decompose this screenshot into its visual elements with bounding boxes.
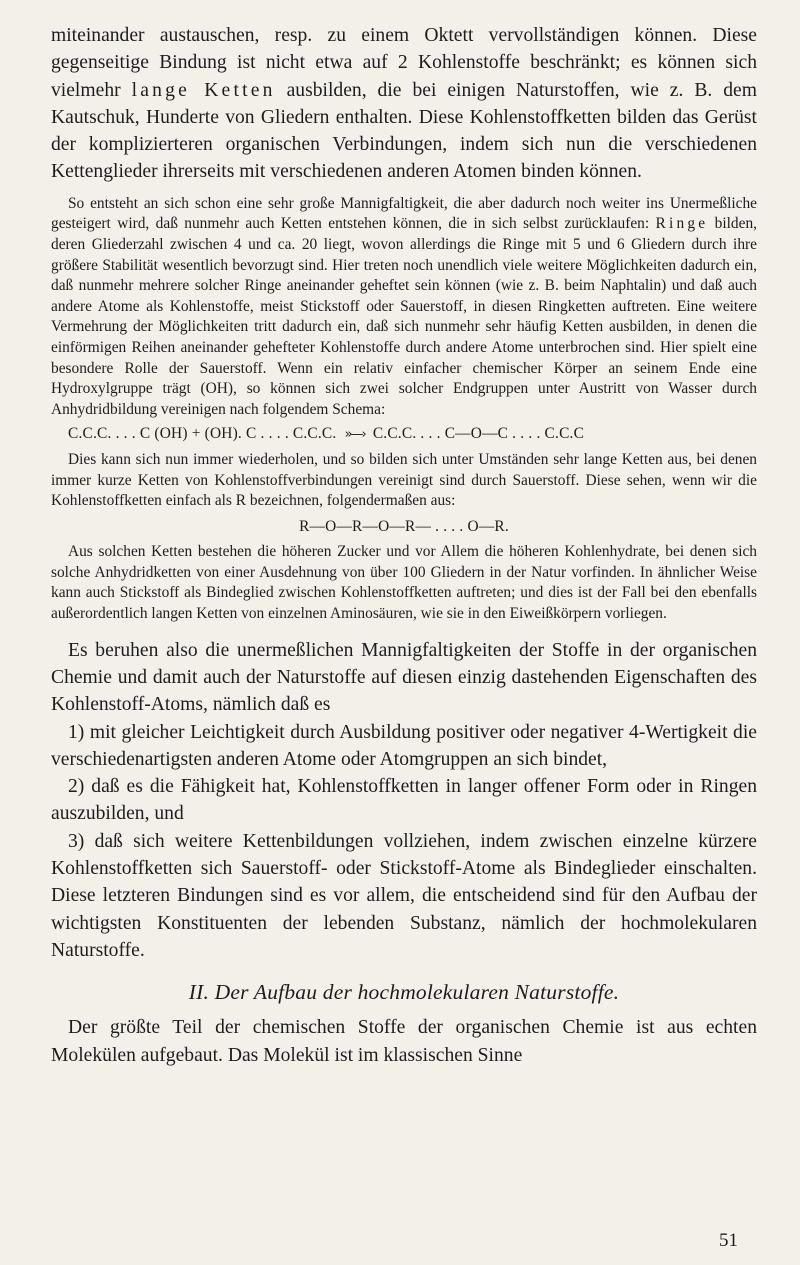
list-item-1: 1) mit gleicher Leichtigkeit durch Ausbildung positiver oder negativer 4-Wertigkeit die verschiedenartigsten anderen Atome oder Atomgruppen an sich bindet, xyxy=(51,721,757,770)
paragraph-rings xyxy=(51,194,757,421)
list-item-2: 2) daß es die Fähigkeit hat, Kohlenstoffketten in langer offener Form oder in Ringen auszubilden, und xyxy=(51,776,757,825)
paragraph-carbohydrates: Aus solchen Ketten bestehen die höheren Zucker und vor Allem die höheren Kohlenhydrate, bei denen sich solche Anhydridketten von einer Ausdehnung von über 100 Gliedern in der Natur vorfinden. In ähnlicher Weise kann auch Stickstoff als Bindeglied zwischen Kohlenstoffketten auftreten; und dies ist der Fall bei den ebenfalls außerordentlich langen Ketten von einzelnen Aminosäuren, wie sie in den Eiweißkörpern vorliegen. xyxy=(51,543,757,623)
formula-anhydride xyxy=(51,424,757,446)
formula-left: C.C.C. . . . C (OH) + (OH). C . . . . C.C.C. xyxy=(68,425,337,443)
page-body xyxy=(51,22,757,1069)
text-run: ausbilden, die bei einigen Naturstoffen, wie z. B. dem Kautschuk, Hunderte von Gliedern enthalten. Diese Kohlenstoffketten bilden das Gerüst der komplizierteren organischen Verbindungen, indem sich nun die verschiedenen Kettenglieder ihrerseits mit verschiedenen anderen Atomen binden können. xyxy=(51,79,757,183)
text-run: miteinander austauschen, resp. zu einem Oktett vervollständigen können. Diese gegenseitige Bindung ist nicht etwa auf 2 Kohlenstoffe beschränkt; es können sich vielmehr xyxy=(51,25,757,101)
emphasis-ringe: Ringe xyxy=(655,215,709,233)
paragraph-molecules: Der größte Teil der chemischen Stoffe der organischen Chemie ist aus echten Molekülen aufgebaut. Das Molekül ist im klassischen Sinne xyxy=(51,1017,757,1066)
formula-chain: R—O—R—O—R— . . . . O—R. xyxy=(299,517,509,535)
formula-right: C.C.C. . . . C—O—C . . . . C.C.C xyxy=(372,425,585,443)
page-number: 51 xyxy=(719,1230,738,1251)
paragraph-summary: Es beruhen also die unermeßlichen Mannigfaltigkeiten der Stoffe in der organischen Chemie und damit auch der Naturstoffe auf diesen einzig dastehenden Eigenschaften des Kohlenstoff-Atoms, nämlich daß es xyxy=(51,639,757,716)
reaction-arrow-icon: »—› xyxy=(344,427,365,443)
text-run: bilden, deren Gliederzahl zwischen 4 und ca. 20 liegt, wovon allerdings die Ringe mit 5 und 6 Gliedern durch ihre größere Stabilität wesentlich bevorzugt sind. Hier treten noch unendlich viele weitere Möglichkeiten dadurch ein, daß nunmehr mehrere solcher Ringe aneinander geheftet sein können (wie z. B. beim Naphtalin) und daß auch andere Atome als Kohlenstoffe, meist Stickstoff oder Sauerstoff, in diesen Ringketten auftreten. Eine weitere Vermehrung der Möglichkeiten tritt dadurch ein, daß sich nunmehr sehr häufig Ketten ausbilden, in denen die einförmigen Reihen aneinander gehefteter Kohlenstoffe durch andere Atome unterbrochen sind. Hier spielt eine besondere Rolle der Sauerstoff. Wenn ein relativ einfacher chemischer Körper an seinem Ende eine Hydroxylgruppe trägt (OH), so können sich zwei solcher Endgruppen unter Austritt von Wasser durch Anhydridbildung vereinigen nach folgendem Schema: xyxy=(51,215,757,418)
paragraph-repeat: Dies kann sich nun immer wiederholen, und so bilden sich unter Umständen sehr lange Ketten aus, bei denen immer kurze Ketten von Kohlenstoffverbindungen vereinigt sind durch Sauerstoff. Diese sehen, wenn wir die Kohlenstoffketten einfach als R bezeichnen, folgendermaßen aus: xyxy=(51,450,757,510)
section-heading: II. Der Aufbau der hochmolekularen Naturstoffe. xyxy=(188,980,620,1005)
emphasis-lange-ketten: lange Ketten xyxy=(131,79,276,101)
paragraph-intro xyxy=(51,22,757,186)
list-item-3: 3) daß sich weitere Kettenbildungen vollziehen, indem zwischen einzelne kürzere Kohlenstoffketten sich Sauerstoff- oder Stickstoff-Atome als Bindeglieder einschalten. Diese letzteren Bindungen sind es vor allem, die entscheidend sind für den Aufbau der wichtigsten Konstituenten der lebenden Substanz, nämlich der hochmolekularen Naturstoffe. xyxy=(51,830,757,961)
text-run: So entsteht an sich schon eine sehr große Mannigfaltigkeit, die aber dadurch noch weiter ins Unermeßliche gesteigert wird, daß nunmehr auch Ketten entstehen können, die in sich selbst zurücklaufen: xyxy=(51,194,757,233)
